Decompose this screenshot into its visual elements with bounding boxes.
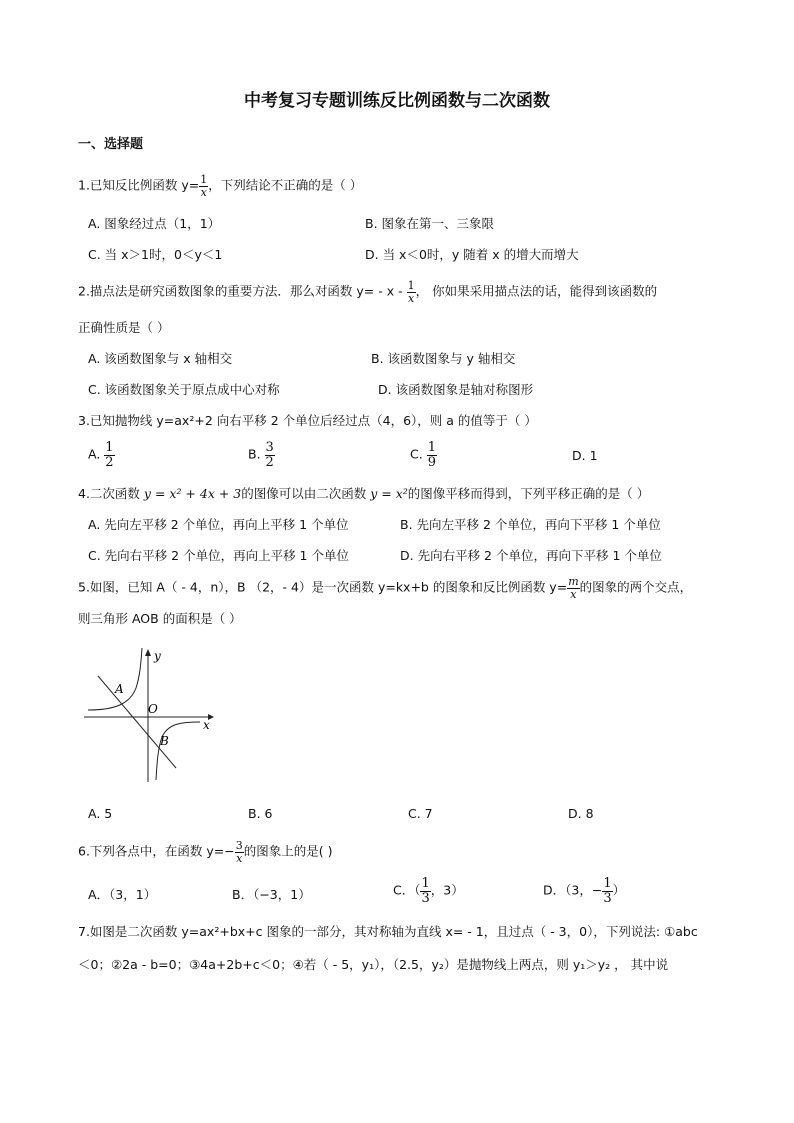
q1-stem-b: ，下列结论不正确的是（ ） xyxy=(208,177,363,193)
q4-option-d: D. 先向右平移 2 个单位，再向下平移 1 个单位 xyxy=(400,548,662,563)
q5-label-x: x xyxy=(203,718,210,732)
q5-option-d: D. 8 xyxy=(568,806,594,821)
q2-stem-c: 正确性质是（ ） xyxy=(78,320,170,335)
q5-linear-function xyxy=(98,676,176,768)
q5-option-c: C. 7 xyxy=(408,806,433,821)
q6-option-c: C．（ $\frac{1}{3}$ ，3） xyxy=(393,876,464,906)
q6-option-c-fraction: $\frac{1}{3}$ xyxy=(421,876,430,906)
q6-option-d-fraction: $\frac{1}{3}$ xyxy=(603,876,612,906)
q6-option-b: B．（−3，1） xyxy=(232,887,311,902)
q2-stem-a: 2.描点法是研究函数图象的重要方法．那么对函数 y= - x - xyxy=(78,283,407,299)
question-3-stem: 3.已知抛物线 y=ax²+2 向右平移 2 个单位后经过点（4，6），则 a 的值等于（ ） xyxy=(78,413,537,428)
q4-formula-1: y = x² + 4x + 3 xyxy=(143,486,242,501)
q2-option-d: D. 该函数图象是轴对称图形 xyxy=(378,382,534,397)
q5-label-o: O xyxy=(148,702,158,716)
q3-option-b: B. $\frac{3}{2}$ xyxy=(248,440,274,470)
q2-fraction: $\frac{1}{x}$ xyxy=(407,279,415,305)
q5-y-arrow xyxy=(145,649,151,656)
question-7-line-2: ＜0；②2a - b=0；③4a+2b+c＜0；④若（ - 5，y₁），（2.5，y₂）是抛物线上两点，则 y₁＞y₂ ， 其中说 xyxy=(78,957,669,972)
q3-option-c-fraction: $\frac{1}{9}$ xyxy=(427,440,436,470)
question-5-stem: 5.如图，已知 A（ - 4，n），B （2，- 4）是一次函数 y=kx+b 的图象和反比例函数 y= $\frac{m}{x}$ 的图象的两个交点， xyxy=(78,575,693,601)
q4-option-a: A. 先向左平移 2 个单位，再向上平移 1 个单位 xyxy=(88,517,349,532)
q1-option-d: D. 当 x＜0时，y 随着 x 的增大而增大 xyxy=(365,247,579,262)
q5-label-a: A xyxy=(115,682,124,696)
q1-fraction: $\frac{1}{x}$ xyxy=(200,173,208,199)
question-4-stem: 4.二次函数 y = x² + 4x + 3的图像可以由二次函数 y = x²的图像平移而得到，下列平移正确的是（ ） xyxy=(78,486,650,501)
q3-option-b-fraction: $\frac{3}{2}$ xyxy=(265,440,274,470)
q1-stem-a: 1.已知反比例函数 y= xyxy=(78,177,200,193)
q5-label-b: B xyxy=(160,734,169,748)
q5-hyperbola-lower-right xyxy=(156,722,200,780)
q5-option-b: B. 6 xyxy=(248,806,273,821)
q3-option-d: D. 1 xyxy=(572,448,598,463)
q2-option-c: C. 该函数图象关于原点成中心对称 xyxy=(88,382,280,397)
q3-option-a-fraction: $\frac{1}{2}$ xyxy=(105,440,114,470)
q6-fraction: $\frac{3}{x}$ xyxy=(235,839,243,865)
q5-option-a: A. 5 xyxy=(88,806,113,821)
q5-stem-c: 则三角形 AOB 的面积是（ ） xyxy=(78,611,242,626)
q6-option-a: A．（3，1） xyxy=(88,887,157,902)
section-heading: 一、选择题 xyxy=(78,137,144,152)
question-2-stem xyxy=(78,280,657,304)
q5-figure xyxy=(80,640,220,790)
q5-hyperbola-upper-left xyxy=(88,648,142,710)
q4-option-b: B. 先向左平移 2 个单位，再向下平移 1 个单位 xyxy=(400,517,661,532)
question-7-line-1: 7.如图是二次函数 y=ax²+bx+c 图象的一部分，其对称轴为直线 x= - 1，且过点（ - 3，0），下列说法: ①abc xyxy=(78,924,698,939)
q5-fraction: $\frac{m}{x}$ xyxy=(568,575,579,601)
q4-option-c: C. 先向右平移 2 个单位，再向上平移 1 个单位 xyxy=(88,548,349,563)
question-1-stem xyxy=(78,174,362,198)
page-title: 中考复习专题训练反比例函数与二次函数 xyxy=(244,91,550,111)
q5-label-y: y xyxy=(154,649,161,663)
q1-option-c: C. 当 x＞1时，0＜y＜1 xyxy=(88,247,223,262)
q3-option-a: A. $\frac{1}{2}$ xyxy=(88,440,114,470)
q4-formula-2: y = x² xyxy=(370,486,408,501)
q6-option-d: D．（3，− $\frac{1}{3}$ ） xyxy=(543,876,626,906)
q2-option-a: A. 该函数图象与 x 轴相交 xyxy=(88,351,233,366)
q2-stem-b: ， 你如果采用描点法的话，能得到该函数的 xyxy=(415,283,658,299)
q3-option-c: C. $\frac{1}{9}$ xyxy=(410,440,436,470)
q1-option-a: A. 图象经过点（1，1） xyxy=(88,216,221,231)
q1-option-b: B. 图象在第一、三象限 xyxy=(365,216,495,231)
q2-option-b: B. 该函数图象与 y 轴相交 xyxy=(371,351,516,366)
question-6-stem: 6.下列各点中，在函数 y=− $\frac{3}{x}$ 的图象上的是( ) xyxy=(78,839,333,865)
